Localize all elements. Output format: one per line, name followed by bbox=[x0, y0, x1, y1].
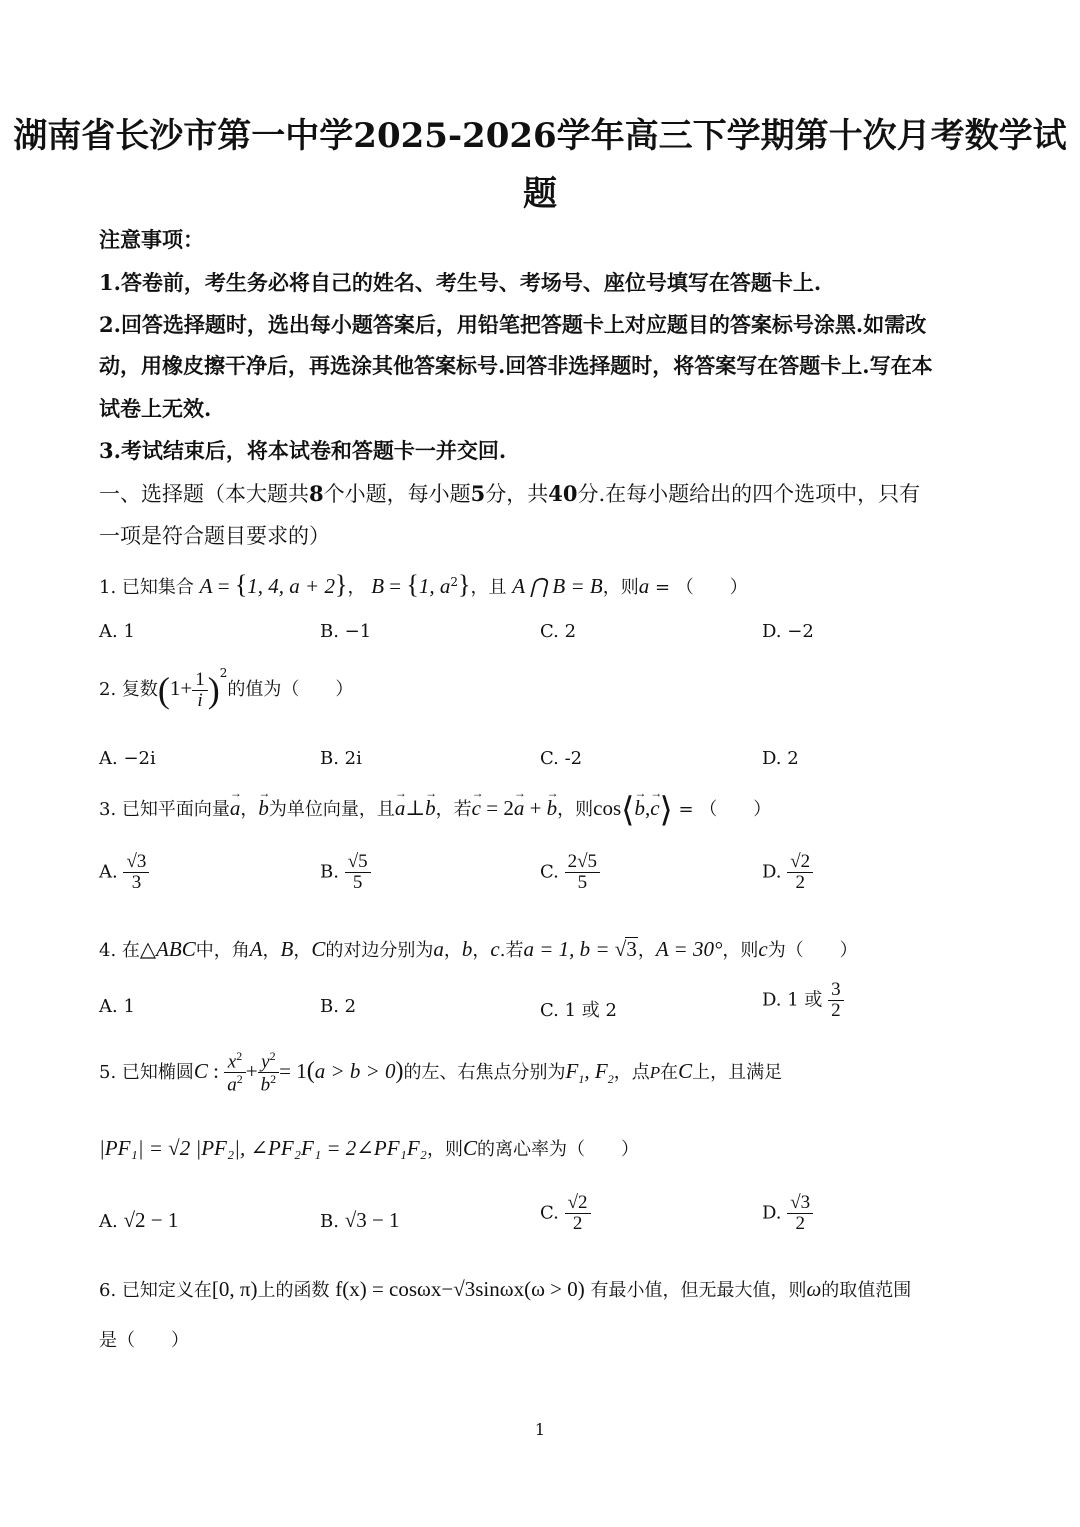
page-title-line1: 湖南省长沙市第一中学2025-2026学年高三下学期第十次月考数学试 bbox=[13, 116, 1067, 156]
question-4-option-a: A. 1 bbox=[99, 996, 135, 1017]
question-1-option-a: A. 1 bbox=[99, 621, 135, 642]
note-1: 1.答卷前，考生务必将自己的姓名、考生号、考场号、座位号填写在答题卡上. bbox=[99, 270, 822, 295]
notes-heading: 注意事项： bbox=[99, 227, 204, 252]
question-5-option-d: D. $\frac{√3}{2}$ bbox=[762, 1193, 813, 1234]
question-2-option-b: B. 2i bbox=[320, 748, 362, 769]
question-3-option-d: D. $\frac{√2}{2}$ bbox=[762, 852, 813, 893]
section-1-header-line1: 一、选择题（本大题共8个小题，每小题5分，共40分.在每小题给出的四个选项中，只有 bbox=[99, 481, 921, 506]
question-1-stem: 1. 已知集合 A = {1, 4, a + 2}， B = {1, $a^2$}，且 A ⋂ B = B，则a = （ ） bbox=[99, 570, 748, 599]
question-6-stem-line2: 是（ ） bbox=[99, 1330, 189, 1351]
section-1-header-line2: 一项是符合题目要求的） bbox=[99, 524, 330, 548]
question-5-option-b: B. √3 − 1 bbox=[320, 1208, 400, 1232]
question-4-option-b: B. 2 bbox=[320, 996, 357, 1017]
question-3-option-c: C. $\frac{2√5}{5}$ bbox=[540, 852, 600, 893]
question-1-option-b: B. −1 bbox=[320, 621, 372, 642]
question-2-stem: 2. 复数(1+ $\frac{1}{i}$ )$^2$的值为（ ） bbox=[99, 666, 354, 711]
question-5-option-a: A. √2 − 1 bbox=[99, 1208, 179, 1232]
question-4-option-d: D. 1 或 $\frac{3}{2}$ bbox=[762, 980, 844, 1021]
page-number: 1 bbox=[534, 1420, 546, 1439]
note-2-line1: 2.回答选择题时，选出每小题答案后，用铅笔把答题卡上对应题目的答案标号涂黑.如需改 bbox=[99, 312, 927, 337]
page-title-line2: 题 bbox=[523, 174, 557, 214]
question-4-option-c: C. 1 或 2 bbox=[540, 1000, 617, 1021]
question-4-stem: 4. 在△ABC中，角A，B，C的对边分别为a，b，c.若a = 1, b = √3，A = 30°，则c为（ ） bbox=[99, 937, 858, 961]
note-2-line3: 试卷上无效. bbox=[99, 396, 212, 421]
question-3-option-a: A. $\frac{√3}{3}$ bbox=[99, 852, 149, 893]
question-1-option-d: D. −2 bbox=[762, 621, 814, 642]
question-6-stem-line1: 6. 已知定义在[0, π)上的函数 f(x) = cosωx−√3sinωx(ω > 0) 有最小值，但无最大值，则ω的取值范围 bbox=[99, 1277, 912, 1301]
question-5-stem-line1: 5. 已知椭圆C : $\frac{x^2}{a^2}$ + $\frac{y^2}{b^2}$ = 1(a > b > 0)的左、右焦点分别为$F_1$, $F_2$，点P在C上，且满足 bbox=[99, 1049, 783, 1096]
question-2-option-d: D. 2 bbox=[762, 748, 799, 769]
note-2-line2: 动，用橡皮擦干净后，再选涂其他答案标号.回答非选择题时，将答案写在答题卡上.写在本 bbox=[99, 353, 933, 378]
question-5-stem-line2: |PF₁| = √2 |PF₂|, ∠PF₂F₁ = 2∠PF₁F₂，则C的离心率为（ ） bbox=[99, 1136, 639, 1160]
question-1-option-c: C. 2 bbox=[540, 621, 577, 642]
question-2-option-a: A. −2i bbox=[99, 748, 156, 769]
note-3: 3.考试结束后，将本试卷和答题卡一并交回. bbox=[99, 438, 507, 463]
question-2-option-c: C. -2 bbox=[540, 748, 583, 769]
question-3-option-b: B. $\frac{√5}{5}$ bbox=[320, 852, 371, 893]
question-5-option-c: C. $\frac{√2}{2}$ bbox=[540, 1193, 591, 1234]
question-3-stem: 3. 已知平面向量→ a，→ b为单位向量，且→ a⊥→ b，若→ c = 2→ a + → b，则cos⟨→ b,→ c⟩ = （ ） bbox=[99, 790, 771, 830]
